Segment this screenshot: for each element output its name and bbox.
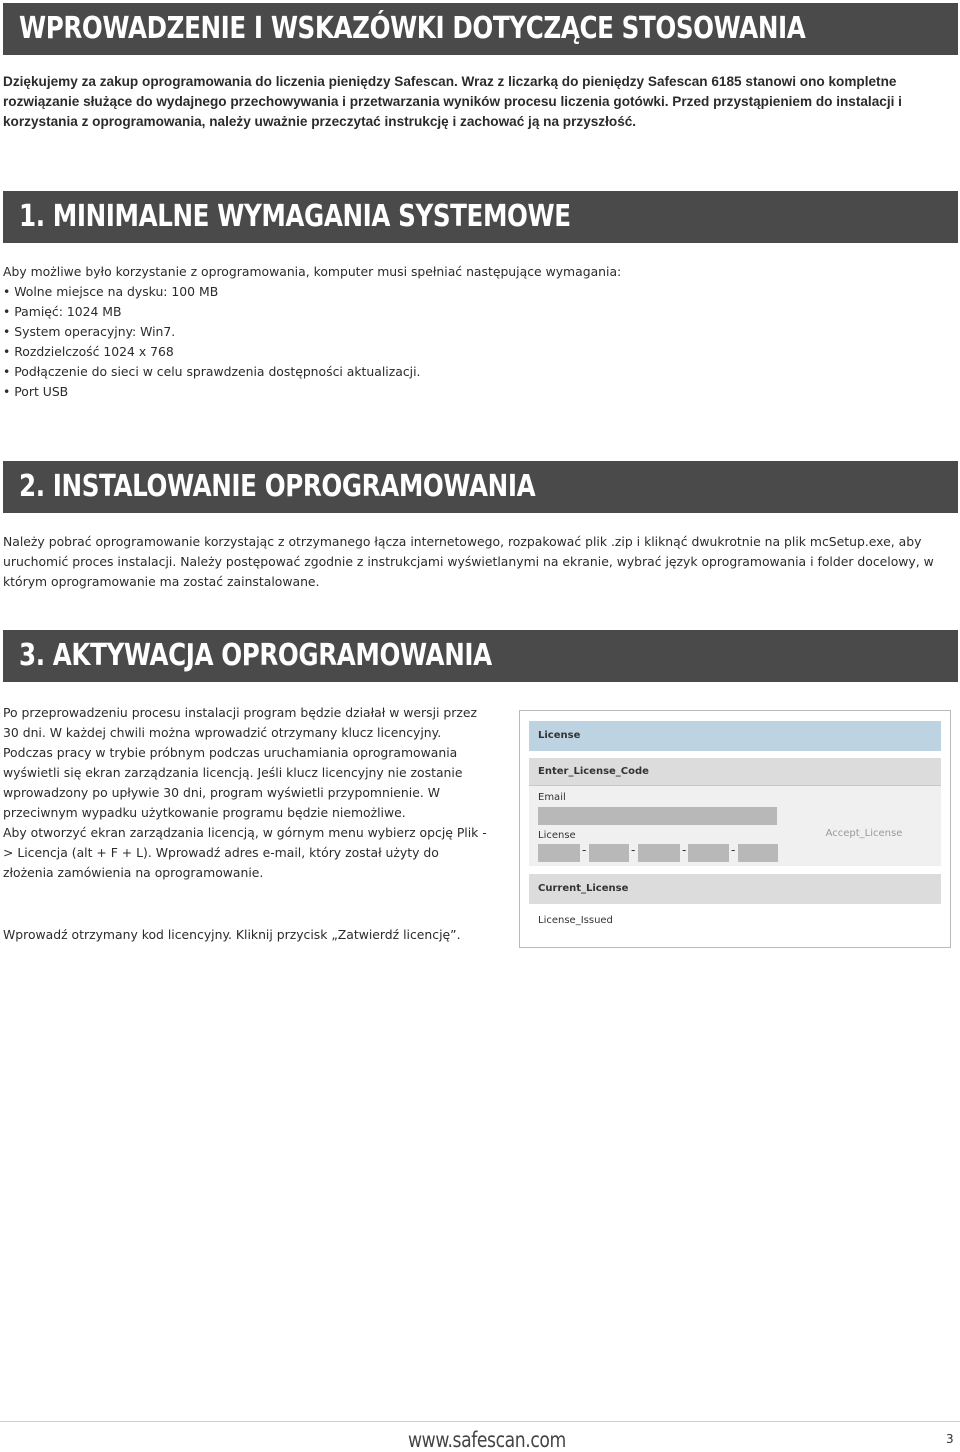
- license-dialog-screenshot: [519, 710, 951, 948]
- section3-header-bar: [3, 630, 958, 682]
- accept-license-button[interactable]: Accept_License: [825, 828, 903, 839]
- section2-title: 2. INSTALOWANIE OPROGRAMOWANIA: [19, 469, 536, 504]
- section3-text1: Po przeprowadzeniu procesu instalacji program będzie działał w wersji przez 30 dni. W każdej chwili można wprowadzić otrzymany klucz licencyjny. Podczas pracy w trybie próbnym podczas uruchamiania oprogramowania wyświetli się ekran zarządzania licencją. Jeśli klucz licencyjny nie zostanie wprowadzony po upływie 30 dni, program wyświetli przypomnienie. W przeciwnym wypadku użytkowanie programu będzie niemożliwe.: [3, 705, 477, 820]
- requirement-item: • System operacyjny: Win7.: [3, 322, 953, 342]
- page-title: WPROWADZENIE I WSKAZÓWKI DOTYCZĄCE STOSOWANIA: [19, 11, 806, 46]
- license-key-field-3[interactable]: [638, 844, 680, 862]
- section3-text2: Aby otworzyć ekran zarządzania licencją, w górnym menu wybierz opcję Plik -> Licencja (alt + F + L). Wprowadź adres e-mail, który został użyty do złożenia zamówienia na oprogramowanie.: [3, 825, 487, 880]
- license-key-field-4[interactable]: [688, 844, 729, 862]
- requirement-item: • Podłączenie do sieci w celu sprawdzenia dostępności aktualizacji.: [3, 362, 953, 382]
- key-separator: -: [631, 843, 636, 857]
- license-header: License: [529, 721, 941, 751]
- section2-text: Należy pobrać oprogramowanie korzystając z otrzymanego łącza internetowego, rozpakować plik .zip i kliknąć dwukrotnie na plik mcSetup.exe, aby uruchomić proces instalacji. Należy postępować zgodnie z instrukcjami wyświetlanymi na ekranie, wybrać język oprogramowania i folder docelowy, w którym oprogramowanie ma zostać zainstalowane.: [3, 534, 934, 589]
- requirement-item: • Port USB: [3, 382, 953, 402]
- license-key-field-2[interactable]: [589, 844, 629, 862]
- license-key-field-1[interactable]: [538, 844, 580, 862]
- requirements-list: [3, 282, 953, 402]
- key-separator: -: [682, 843, 687, 857]
- intro-paragraph: Dziękujemy za zakup oprogramowania do liczenia pieniędzy Safescan. Wraz z liczarką do pieniędzy Safescan 6185 stanowi ono kompletne rozwiązanie służące do wydajnego przechowywania i przetwarzania wyników procesu liczenia gotówki. Przed przystąpieniem do instalacji i korzystania z oprogramowania, należy uważnie przeczytać instrukcję i zachować ją na przyszłość.: [3, 74, 902, 129]
- section2-content: [3, 532, 955, 592]
- section2-header-bar: [3, 461, 958, 513]
- requirement-item: • Pamięć: 1024 MB: [3, 302, 953, 322]
- enter-license-code-header: Enter_License_Code: [529, 758, 941, 786]
- key-separator: -: [582, 843, 587, 857]
- section1-content: [3, 262, 953, 402]
- key-separator: -: [731, 843, 736, 857]
- requirement-item: • Rozdzielczość 1024 x 768: [3, 342, 953, 362]
- section3-note: [3, 925, 603, 945]
- section1-header-bar: [3, 191, 958, 243]
- section1-lead: Aby możliwe było korzystanie z oprogramowania, komputer musi spełniać następujące wymagania:: [3, 264, 622, 279]
- footer-website: www.safescan.com: [408, 1428, 566, 1452]
- section1-title: 1. MINIMALNE WYMAGANIA SYSTEMOWE: [19, 199, 571, 234]
- current-license-header: Current_License: [529, 874, 941, 904]
- section3-content: [3, 703, 493, 883]
- email-input[interactable]: [538, 807, 777, 825]
- section3-text3: Wprowadź otrzymany kod licencyjny. Kliknij przycisk „Zatwierdź licencję”.: [3, 927, 461, 942]
- page-number: 3: [946, 1432, 954, 1446]
- section3-title: 3. AKTYWACJA OPROGRAMOWANIA: [19, 638, 492, 673]
- email-label: Email: [538, 792, 566, 803]
- license-key-field-5[interactable]: [738, 844, 778, 862]
- requirement-item: • Wolne miejsce na dysku: 100 MB: [3, 282, 953, 302]
- license-issued-label: License_Issued: [538, 915, 613, 926]
- page-header-bar: [3, 3, 958, 55]
- license-label: License: [538, 830, 576, 841]
- footer-divider: [0, 1421, 960, 1422]
